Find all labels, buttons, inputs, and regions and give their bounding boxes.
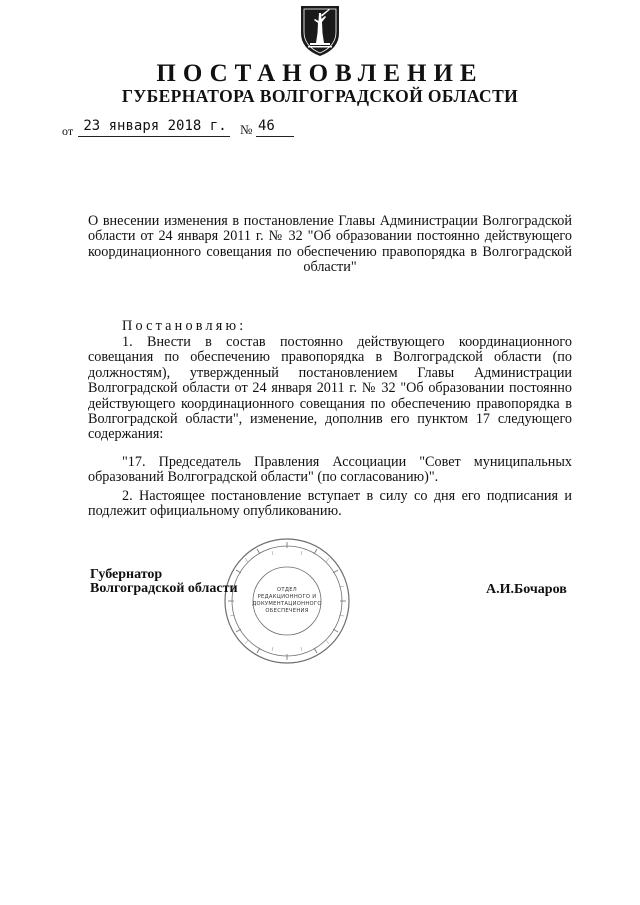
document-date: 23 января 2018 г. bbox=[83, 118, 227, 134]
number-sign: № bbox=[240, 122, 253, 137]
signatory-role-line-2: Волгоградской области bbox=[90, 581, 238, 596]
date-underline bbox=[78, 136, 230, 137]
signatory-role-line-1: Губернатор bbox=[90, 567, 163, 582]
document-number: 46 bbox=[258, 118, 275, 134]
stamp-line-4: ОБЕСПЕЧЕНИЯ bbox=[265, 608, 309, 614]
document-subject: О внесении изменения в постановление Главы Администрации Волгоградской области от 24 января 2011 г. № 32 "Об образовании постоянно действующего координационного совещания по обеспечению правопорядка в Волгоградской области" bbox=[88, 213, 572, 276]
document-issuer: ГУБЕРНАТОРА ВОЛГОГРАДСКОЙ ОБЛАСТИ bbox=[121, 86, 519, 106]
stamp-line-2: РЕДАКЦИОННОГО И bbox=[257, 594, 317, 600]
number-underline bbox=[256, 136, 294, 137]
paragraph-2: 2. Настоящее постановление вступает в силу со дня его подписания и подлежит официальному опубликованию. bbox=[88, 488, 572, 520]
signatory-name: А.И.Бочаров bbox=[486, 582, 567, 597]
decree-word: Постановляю: bbox=[122, 318, 247, 334]
paragraph-quote: "17. Председатель Правления Ассоциации "Совет муниципальных образований Волгоградской области" (по согласованию)". bbox=[88, 454, 572, 486]
stamp-line-3: ДОКУМЕНТАЦИОННОГО bbox=[252, 601, 322, 607]
document-title: ПОСТАНОВЛЕНИЕ bbox=[156, 60, 484, 87]
signatory-role bbox=[90, 568, 238, 596]
volgograd-coat-of-arms-emblem bbox=[298, 3, 342, 58]
paragraph-1: 1. Внести в состав постоянно действующего координационного совещания по обеспечению правопорядка в Волгоградской области (по должностям), утвержденный постановлением Главы Администрации Волгоградской области от 24 января 2011 г. № 32 "Об образовании постоянно действующего координационного совещания по обеспечению правопорядка в Волгоградской области", изменение, дополнив его пунктом 17 следующего содержания: bbox=[88, 334, 572, 443]
stamp-center-text bbox=[252, 587, 322, 615]
date-prefix: от bbox=[62, 124, 74, 138]
stamp-line-1: ОТДЕЛ bbox=[277, 587, 297, 593]
